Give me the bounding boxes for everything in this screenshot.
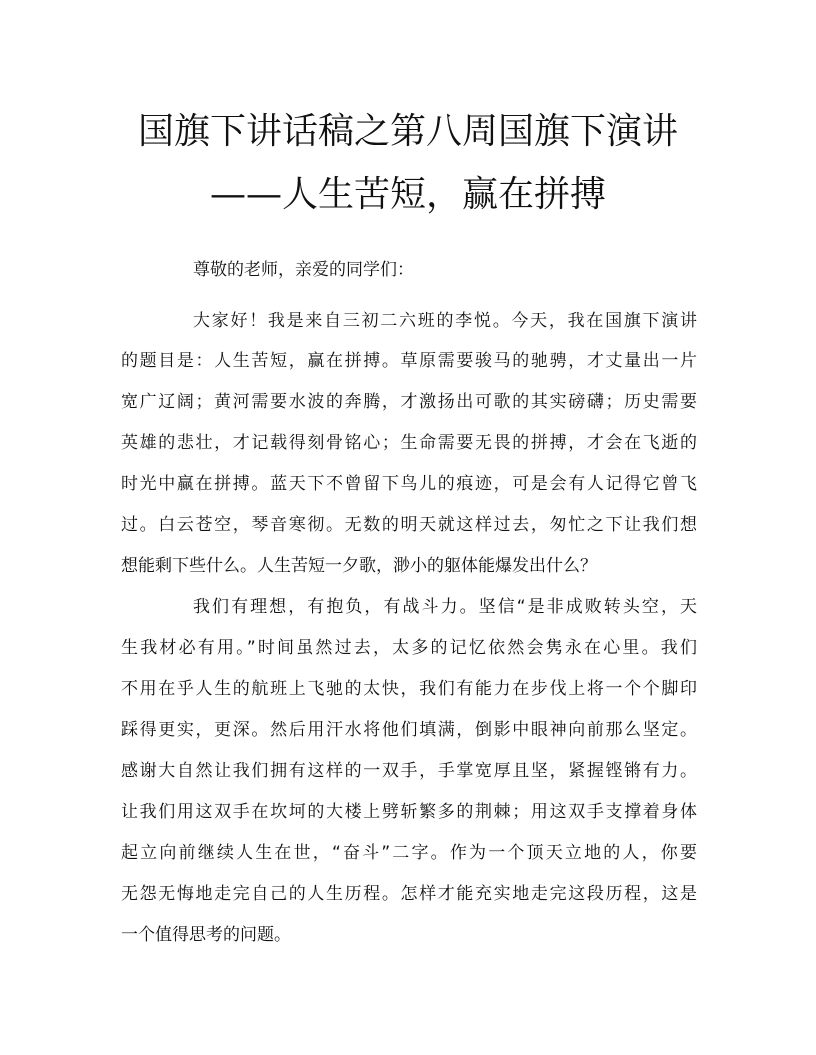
paragraph-1-line: 的题目是：人生苦短，赢在拼搏。草原需要骏马的驰骋，才丈量出一片 xyxy=(121,351,697,371)
paragraph-2-line: 生我材必有用。”时间虽然过去，太多的记忆依然会隽永在心里。我们 xyxy=(121,638,697,658)
paragraph-2-line: 无怨无悔地走完自己的人生历程。怎样才能充实地走完这段历程，这是 xyxy=(121,884,697,904)
paragraph-2-line: 不用在乎人生的航班上飞驰的太快，我们有能力在步伐上将一个个脚印 xyxy=(121,679,697,699)
paragraph-2-line: 我们有理想，有抱负，有战斗力。坚信“是非成败转头空，天 xyxy=(193,597,697,617)
paragraph-1-line: 时光中赢在拼搏。蓝天下不曾留下鸟儿的痕迹，可是会有人记得它曾飞 xyxy=(121,474,697,494)
salutation: 尊敬的老师，亲爱的同学们： xyxy=(193,260,414,280)
paragraph-2-line: 让我们用这双手在坎坷的大楼上劈斩繁多的荆棘；用这双手支撑着身体 xyxy=(121,802,697,822)
paragraph-1-line: 宽广辽阔；黄河需要水波的奔腾，才激扬出可歌的其实磅礴；历史需要 xyxy=(121,392,697,412)
document-title-line-2: ——人生苦短，赢在拼搏 xyxy=(209,174,606,215)
paragraph-2-line: 起立向前继续人生在世，“奋斗”二字。作为一个顶天立地的人，你要 xyxy=(121,843,697,863)
paragraph-1-line: 想能剩下些什么。人生苦短一夕歌，渺小的躯体能爆发出什么？ xyxy=(121,556,597,576)
paragraph-2-line: 一个值得思考的问题。 xyxy=(121,925,291,945)
paragraph-1-line: 英雄的悲壮，才记载得刻骨铭心；生命需要无畏的拼搏，才会在飞逝的 xyxy=(121,433,697,453)
paragraph-1-line: 过。白云苍空，琴音寒彻。无数的明天就这样过去，匆忙之下让我们想 xyxy=(121,515,697,535)
paragraph-2-line: 踩得更实，更深。然后用汗水将他们填满，倒影中眼神向前那么坚定。 xyxy=(121,720,697,740)
document-title-line-1: 国旗下讲话稿之第八周国旗下演讲 xyxy=(137,111,678,152)
paragraph-1-line: 大家好！我是来自三初二六班的李悦。今天，我在国旗下演讲 xyxy=(193,311,697,331)
paragraph-2-line: 感谢大自然让我们拥有这样的一双手，手掌宽厚且坚，紧握铿锵有力。 xyxy=(121,761,697,781)
